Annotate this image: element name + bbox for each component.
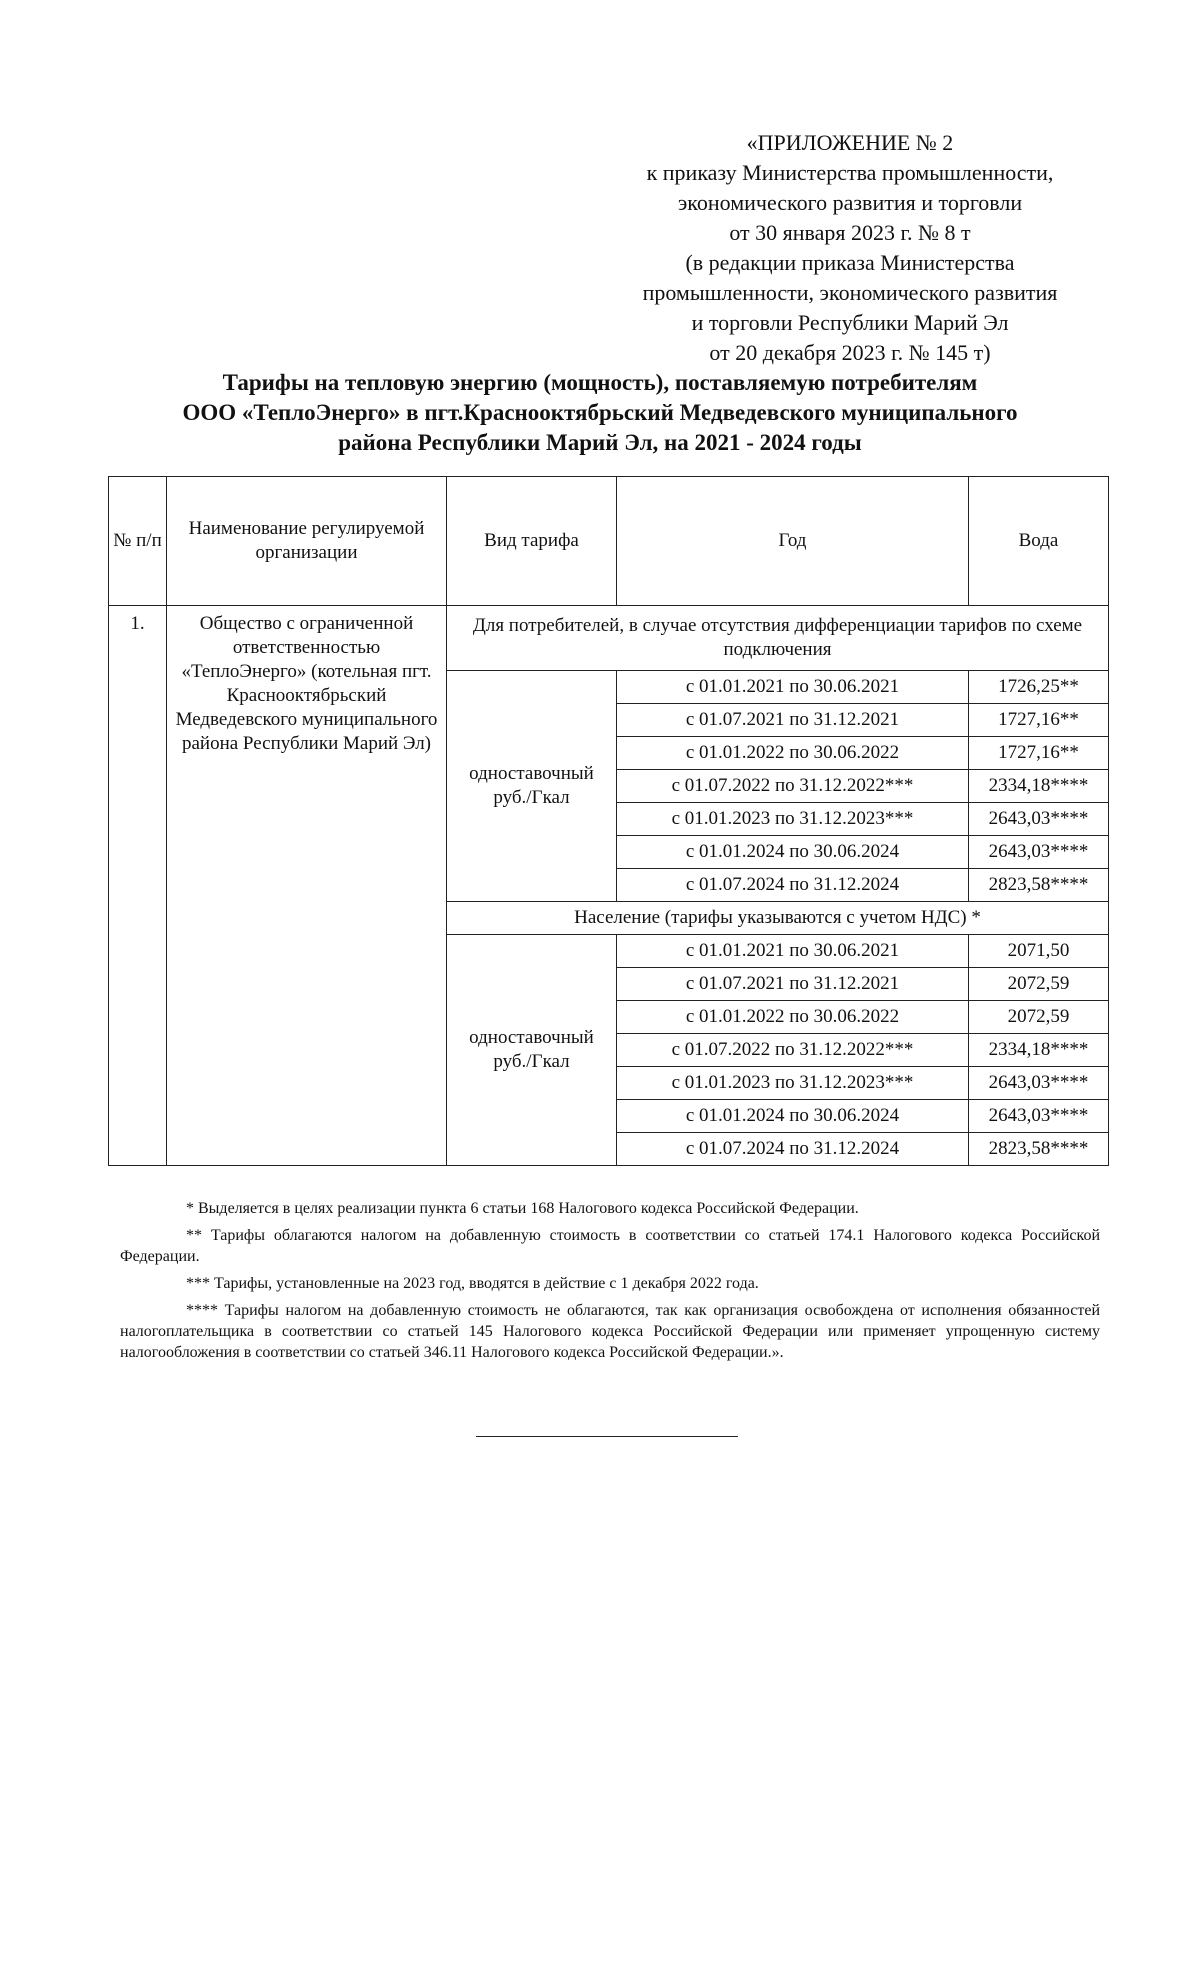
value-cell: 2643,03****	[969, 1067, 1109, 1100]
period-cell: с 01.07.2024 по 31.12.2024	[617, 869, 969, 902]
tariff-table	[108, 476, 1109, 1166]
appendix-line: промышленности, экономического развития	[642, 280, 1058, 305]
value-cell: 2072,59	[969, 968, 1109, 1001]
header-tariff-type: Вид тарифа	[447, 477, 617, 606]
footnote: ** Тарифы облагаются налогом на добавленную стоимость в соответствии со статьей 174.1 Налогового кодекса Российской Федерации.	[120, 1227, 1100, 1265]
value-cell: 2334,18****	[969, 770, 1109, 803]
value-cell: 2643,03****	[969, 1100, 1109, 1133]
period-cell: с 01.01.2022 по 30.06.2022	[617, 737, 969, 770]
footnote: * Выделяется в целях реализации пункта 6 статьи 168 Налогового кодекса Российской Федерации.	[186, 1200, 859, 1217]
appendix-line: (в редакции приказа Министерства	[685, 250, 1015, 275]
table-row	[109, 606, 1109, 671]
appendix-line: к приказу Министерства промышленности,	[646, 160, 1054, 185]
organization-name: Общество с ограниченной ответственностью «ТеплоЭнерго» (котельная пгт. Краснооктябрьский Медведевского муниципального района Республики Марий Эл)	[167, 606, 447, 1166]
value-cell: 2643,03****	[969, 803, 1109, 836]
tariff-type: одноставочный руб./Гкал	[447, 671, 617, 902]
value-cell: 1727,16**	[969, 704, 1109, 737]
period-cell: с 01.07.2021 по 31.12.2021	[617, 968, 969, 1001]
header-org: Наименование регулируемой организации	[167, 477, 447, 606]
closing-rule	[476, 1436, 738, 1437]
period-cell: с 01.07.2021 по 31.12.2021	[617, 704, 969, 737]
period-cell: с 01.01.2023 по 31.12.2023***	[617, 803, 969, 836]
header-num: № п/п	[109, 477, 167, 606]
appendix-line: экономического развития и торговли	[677, 190, 1023, 215]
period-cell: с 01.01.2023 по 31.12.2023***	[617, 1067, 969, 1100]
footnote: *** Тарифы, установленные на 2023 год, вводятся в действие с 1 декабря 2022 года.	[186, 1275, 759, 1292]
appendix-line: от 30 января 2023 г. № 8 т	[729, 220, 971, 245]
period-cell: с 01.01.2021 по 30.06.2021	[617, 935, 969, 968]
value-cell: 2823,58****	[969, 869, 1109, 902]
value-cell: 2823,58****	[969, 1133, 1109, 1166]
footnote: **** Тарифы налогом на добавленную стоимость не облагаются, так как организация освобождена от исполнения обязанностей налогоплательщика в соответствии со статьей 145 Налогового кодекса Российской Федерации или применяет упрощенную систему налогообложения в соответствии со статьей 346.11 Налогового кодекса Российской Федерации.».	[120, 1302, 1100, 1361]
title-line: района Республики Марий Эл, на 2021 - 2024 годы	[338, 430, 862, 455]
value-cell: 2072,59	[969, 1001, 1109, 1034]
appendix-line: «ПРИЛОЖЕНИЕ № 2	[746, 130, 954, 155]
appendix-line: от 20 декабря 2023 г. № 145 т)	[709, 340, 991, 365]
title-line: Тарифы на тепловую энергию (мощность), поставляемую потребителям	[222, 370, 978, 395]
period-cell: с 01.01.2022 по 30.06.2022	[617, 1001, 969, 1034]
value-cell: 2071,50	[969, 935, 1109, 968]
header-year: Год	[617, 477, 969, 606]
table-header-row	[109, 477, 1109, 606]
row-number: 1.	[109, 606, 167, 1166]
period-cell: с 01.01.2024 по 30.06.2024	[617, 836, 969, 869]
period-cell: с 01.07.2024 по 31.12.2024	[617, 1133, 969, 1166]
period-cell: с 01.07.2022 по 31.12.2022***	[617, 770, 969, 803]
value-cell: 2334,18****	[969, 1034, 1109, 1067]
title-line: ООО «ТеплоЭнерго» в пгт.Краснооктябрьский Медведевского муниципального	[182, 400, 1018, 425]
document-title	[100, 368, 1100, 458]
period-cell: с 01.01.2021 по 30.06.2021	[617, 671, 969, 704]
appendix-header	[600, 128, 1100, 368]
footnotes	[120, 1198, 1100, 1369]
period-cell: с 01.01.2024 по 30.06.2024	[617, 1100, 969, 1133]
value-cell: 2643,03****	[969, 836, 1109, 869]
tariff-type: одноставочный руб./Гкал	[447, 935, 617, 1166]
appendix-line: и торговли Республики Марий Эл	[691, 310, 1009, 335]
value-cell: 1726,25**	[969, 671, 1109, 704]
group-label: Население (тарифы указываются с учетом НДС) *	[447, 902, 1109, 935]
group-label: Для потребителей, в случае отсутствия дифференциации тарифов по схеме подключения	[447, 606, 1109, 671]
period-cell: с 01.07.2022 по 31.12.2022***	[617, 1034, 969, 1067]
header-water: Вода	[969, 477, 1109, 606]
value-cell: 1727,16**	[969, 737, 1109, 770]
